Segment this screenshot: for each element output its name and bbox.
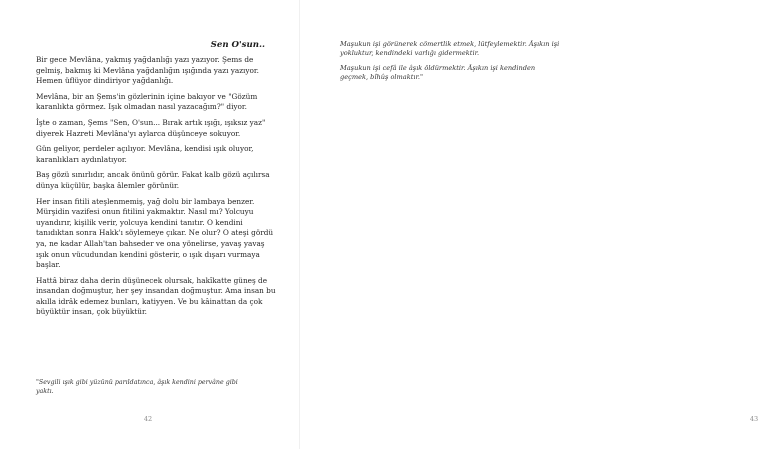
paragraph: Bir gece Mevlâna, yakmış yağdanlığı yazı yazıyor. Şems de gelmiş, bakmış ki Mevlâna yağdanlığın ışığında yazı yazıyor. Hemen üflüyor dindiriyor yağdanlığı. bbox=[36, 55, 259, 86]
left-page bbox=[0, 0, 300, 449]
page-number-left: 42 bbox=[143, 415, 153, 423]
section-heading: Sen O'sun.. bbox=[210, 40, 265, 50]
paragraph: Baş gözü sınırlıdır, ancak önünü görür. Fakat kalb gözü açılırsa dünya küçülür, başka âlemler görünür. bbox=[36, 170, 270, 190]
paragraph: Hattâ biraz daha derin düşünecek olursak, hakîkatte güneş de insandan doğmuştur, her şey insandan doğmuştur. Ama insan bu akılla idrâk edemez bunları, katiyyen. Ve bu kâinattan da çok büyüktür insan, çok büyüktür. bbox=[36, 275, 276, 317]
paragraph: Mevlâna, bir an Şems'in gözlerinin içine bakıyor ve "Gözüm karanlıkta görmez. Işık olmadan nasıl yazacağım?" diyor. bbox=[36, 91, 258, 112]
right-quote-text bbox=[340, 40, 562, 88]
paragraph: İşte o zaman, Şems "Sen, O'sun... Bırak artık ışığı, ışıksız yaz" diyerek Hazreti Mevlâna'yı aylarca düşünceye sokuyor. bbox=[36, 117, 266, 138]
footnote-quote: "Sevgili ışık gibi yüzünü parıldatınca, âşık kendini pervâne gibi yaktı. bbox=[36, 379, 238, 395]
paragraph: Her insan fitili ateşlenmemiş, yağ dolu bir lambaya benzer. Mürşidin vazifesi onun fitilini yakmaktır. Nasıl mı? Yolcuyu uyandırır, kişilik verir, yolcuya kendini tanıtır. O kendini tanıdıktan sonra Hakk'ı söylemeye çıkar. Ne olur? O ateşi gördü ya, ne kadar Allah'tan bahseder ve ona yönelirse, yavaş yavaş ışık onun vücudundan kendini gösterir, o ışık dışarı vurmaya başlar. bbox=[36, 196, 274, 270]
left-body-text bbox=[36, 55, 276, 323]
quote-paragraph: Maşukun işi görünerek cömertlik etmek, lütfeylemektir. Âşıkın işi yokluktur, kendindeki varlığı gidermektir. bbox=[340, 40, 560, 57]
quote-paragraph: Maşukun işi cefâ ile âşık öldürmektir. Âşıkın işi kendinden geçmek, bîhûş olmaktır." bbox=[340, 64, 536, 81]
page-number-right: 43 bbox=[749, 415, 759, 423]
paragraph: Gün geliyor, perdeler açılıyor. Mevlâna, kendisi ışık oluyor, karanlıkları aydınlatıyor. bbox=[36, 144, 254, 164]
